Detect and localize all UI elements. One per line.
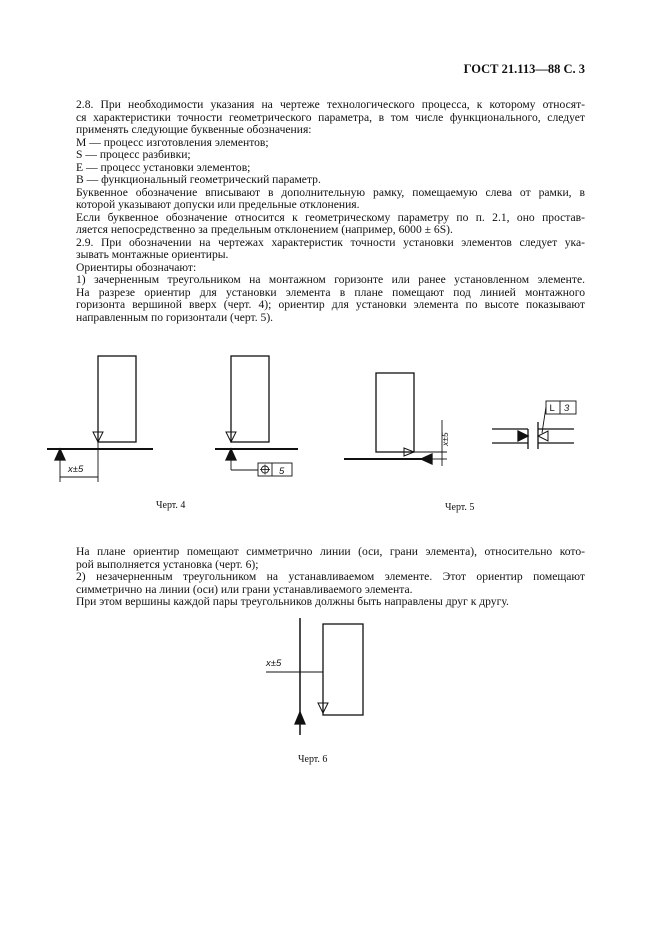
text-line: симметрично на линии (оси) или грани устанавливаемого элемента.	[76, 582, 413, 596]
tolerance-label: x±5	[266, 658, 282, 669]
element-rect	[323, 624, 363, 715]
figure-6-caption: Черт. 6	[298, 754, 328, 765]
frame-value: 3	[564, 403, 570, 414]
text-line: 1) зачерненным треугольником на монтажном горизонте или ранее установленном элементе.	[76, 273, 585, 286]
text-line: ся характеристики точности геометрического параметра, в том числе функционального, следует	[76, 110, 585, 124]
text-line: На плане ориентир помещают симметрично линии (оси, грани элемента), относительно кото-	[76, 545, 585, 558]
figure-5	[344, 373, 576, 466]
text-line: применять следующие буквенные обозначения:	[76, 123, 312, 136]
filled-triangle-icon	[226, 449, 236, 460]
figure-5-caption: Черт. 5	[445, 502, 475, 513]
page-header: ГОСТ 21.113—88 С. 3	[463, 62, 585, 76]
element-rect	[376, 373, 414, 452]
text-line: 2.8. При необходимости указания на чертеже технологического процесса, к которому относят-	[76, 98, 585, 111]
text-line: рой выполняется установка (черт. 6);	[76, 557, 259, 571]
text-line: Ориентиры обозначают:	[76, 260, 197, 274]
figure-4	[47, 356, 298, 482]
text-line: которой указывают допуски или предельные отклонения.	[76, 198, 360, 211]
text-line: ляется непосредственно за предельным отклонением (например, 6000 ± 6S).	[76, 223, 453, 236]
text-line: Если буквенное обозначение относится к геометрическому параметру по п. 2.1, оно простав-	[76, 210, 585, 224]
tolerance-label: x±5	[68, 464, 84, 475]
text-line: S — процесс разбивки;	[76, 148, 191, 161]
filled-triangle-icon	[295, 712, 305, 724]
text-line: При этом вершины каждой пары треугольников должны быть направлены друг к другу.	[76, 595, 509, 608]
figure-6	[266, 618, 363, 735]
frame-value: 5	[279, 466, 285, 477]
tolerance-label: x±5	[440, 432, 450, 446]
text-line: 2) незачерненным треугольником на устанавливаемом элементе. Этот ориентир помещают	[76, 570, 585, 583]
text-line: направленным по горизонтали (черт. 5).	[76, 310, 274, 324]
text-line: зывать монтажные ориентиры.	[76, 248, 229, 261]
frame-letter: L	[549, 403, 555, 414]
text-line: Е — процесс установки элементов;	[76, 160, 251, 174]
text-line: В — функциональный геометрический параметр.	[76, 173, 321, 186]
figure-4-caption: Черт. 4	[156, 500, 186, 511]
text-line: Буквенное обозначение вписывают в дополнительную рамку, помещаемую слева от рамки, в	[76, 185, 585, 199]
text-line: горизонта вершиной вверх (черт. 4); ориентир для установки элемента по высоте показывают	[76, 298, 585, 311]
element-rect	[98, 356, 136, 442]
text-line: М — процесс изготовления элементов;	[76, 135, 269, 149]
text-line: На разрезе ориентир для установки элемента в плане помещают под линией монтажного	[76, 285, 585, 299]
hollow-triangle-icon	[538, 431, 548, 441]
filled-triangle-icon	[518, 431, 528, 441]
text-line: 2.9. При обозначении на чертежах характеристик точности установки элементов следует ука-	[76, 235, 585, 249]
filled-triangle-icon	[55, 449, 65, 460]
element-rect	[231, 356, 269, 442]
filled-triangle-icon	[421, 454, 432, 464]
